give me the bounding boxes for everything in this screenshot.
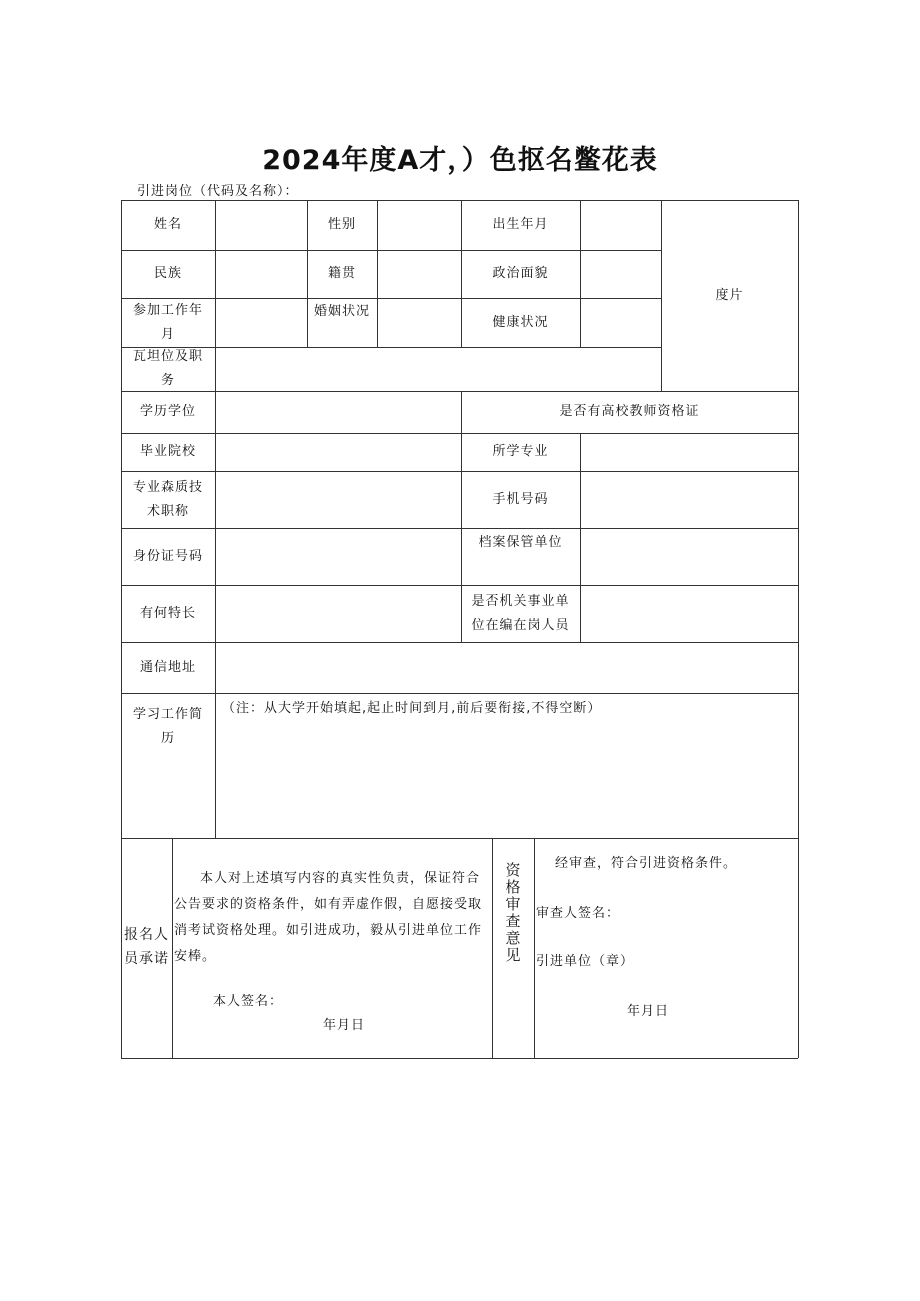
review-date: 年月日 xyxy=(627,1004,670,1019)
address-label: 通信地址 xyxy=(139,659,196,675)
grid-line xyxy=(534,838,535,1058)
archive-unit-label: 档案保管单位 xyxy=(478,535,563,550)
teacher-cert-label: 是否有高校教师资格证 xyxy=(559,404,700,419)
table-border-right xyxy=(798,200,799,1058)
marital-status-label: 婚姻状况 xyxy=(313,304,370,319)
education-label: 学历学位 xyxy=(139,404,196,419)
on-staff-label: 是否机关事业单位在编在岗人员 xyxy=(471,593,570,633)
grid-line xyxy=(121,642,798,643)
name-label: 姓名 xyxy=(153,217,182,232)
resume-note: （注：从大学开始填起,起止时间到月,前后要衔接,不得空断） xyxy=(222,701,602,716)
grid-line xyxy=(172,838,173,1058)
commitment-date: 年月日 xyxy=(323,1018,366,1033)
id-number-label: 身份证号码 xyxy=(132,548,203,564)
commitment-sign-label: 本人签名： xyxy=(213,994,284,1009)
political-status-label: 政治面貌 xyxy=(492,266,549,281)
major-label: 所学专业 xyxy=(492,444,549,459)
grid-line xyxy=(121,433,798,434)
native-place-label: 籍贯 xyxy=(327,266,356,281)
grid-line xyxy=(121,838,798,839)
commitment-text: 本人对上述填写内容的真实性负责，保证符合公告要求的资格条件，如有弄虚作假，自愿接受取消考试资格处理。如引进成功，毅从引进单位工作安棒。 xyxy=(174,871,483,964)
gender-label: 性别 xyxy=(327,217,356,232)
health-label: 健康状况 xyxy=(492,314,549,330)
grid-line xyxy=(215,200,216,838)
form-title: 2024年度A才，）色抠名鳖花表 xyxy=(262,145,658,176)
ethnicity-label: 民族 xyxy=(153,266,182,281)
current-unit-label: 瓦坦位及职务 xyxy=(132,349,203,388)
grid-line xyxy=(580,433,581,642)
commitment-label: 报名人员承诺 xyxy=(124,927,169,967)
reviewer-sign-label: 审查人签名： xyxy=(536,906,621,921)
grid-line xyxy=(580,200,581,347)
grid-line xyxy=(121,471,798,472)
table-border-bottom xyxy=(121,1058,798,1059)
review-text: 经审查，符合引进资格条件。 xyxy=(555,856,738,871)
position-label: 引进岗位（代码及名称）： xyxy=(137,184,299,199)
phone-label: 手机号码 xyxy=(492,491,549,507)
photo-label: 度片 xyxy=(715,287,744,303)
work-start-label: 参加工作年月 xyxy=(132,302,203,342)
specialty-label: 有何特长 xyxy=(139,605,196,621)
professional-title-label: 专业森质技术职称 xyxy=(132,479,203,519)
resume-label: 学习工作简历 xyxy=(132,707,203,746)
grid-line xyxy=(121,693,798,694)
grid-line xyxy=(121,585,798,586)
review-unit-label: 引进单位（章） xyxy=(536,954,635,969)
grid-line xyxy=(121,528,798,529)
grid-line xyxy=(492,838,493,1058)
grid-line xyxy=(377,200,378,347)
birth-label: 出生年月 xyxy=(492,217,549,232)
school-label: 毕业院校 xyxy=(139,444,196,459)
review-label: 资格审查意见 xyxy=(505,861,521,964)
